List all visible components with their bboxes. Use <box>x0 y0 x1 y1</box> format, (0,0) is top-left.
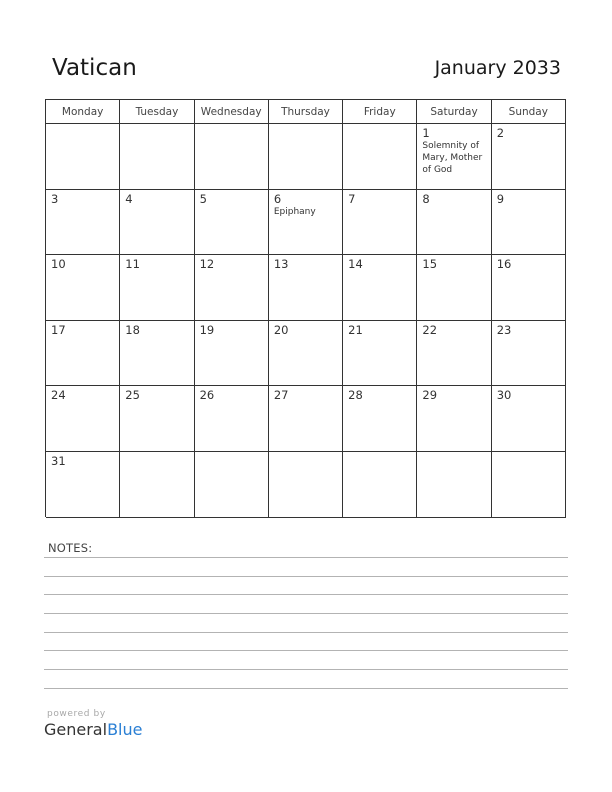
weekday-header-monday: Monday <box>46 100 120 124</box>
day-number: 8 <box>422 191 430 206</box>
day-number: 28 <box>348 388 363 403</box>
weekday-header-row <box>46 100 566 124</box>
day-number: 4 <box>125 191 133 206</box>
day-number: 11 <box>125 257 140 272</box>
day-number: 29 <box>422 388 438 403</box>
generalblue-logo[interactable] <box>44 720 142 739</box>
notes-line <box>44 669 568 670</box>
day-cell[interactable] <box>46 452 120 518</box>
day-cell[interactable] <box>46 386 120 452</box>
day-cell[interactable] <box>417 124 491 190</box>
day-number: 10 <box>51 257 66 272</box>
day-number: 30 <box>496 388 512 403</box>
day-number: 20 <box>273 322 289 337</box>
day-cell[interactable] <box>195 190 269 256</box>
day-cell[interactable] <box>195 124 269 190</box>
day-number: 7 <box>348 191 356 206</box>
day-cell[interactable] <box>417 190 491 256</box>
weekday-header-saturday: Saturday <box>417 100 491 124</box>
day-cell[interactable] <box>492 321 566 387</box>
notes-label: NOTES: <box>48 541 93 555</box>
day-cell[interactable] <box>492 255 566 321</box>
day-number: 9 <box>496 191 505 206</box>
day-cell[interactable] <box>195 452 269 518</box>
powered-by-text: powered by <box>47 709 106 719</box>
day-number: 26 <box>199 388 215 403</box>
day-cell[interactable] <box>195 321 269 387</box>
weekday-header-sunday: Sunday <box>492 100 566 124</box>
day-cell[interactable] <box>195 386 269 452</box>
notes-line <box>44 650 568 651</box>
day-number: 17 <box>51 322 66 337</box>
weekday-header-wednesday: Wednesday <box>195 100 269 124</box>
day-cell[interactable] <box>46 255 120 321</box>
day-number: 18 <box>125 322 140 337</box>
notes-line <box>44 594 568 595</box>
day-cell[interactable] <box>46 190 120 256</box>
day-number: 31 <box>51 453 66 468</box>
day-cell[interactable] <box>343 452 417 518</box>
calendar-weeks <box>46 124 566 518</box>
holiday-label: Epiphany <box>273 206 316 217</box>
day-cell[interactable] <box>343 190 417 256</box>
day-number: 23 <box>496 322 512 337</box>
day-cell[interactable] <box>120 255 194 321</box>
notes-line <box>44 557 568 558</box>
day-cell[interactable] <box>492 452 566 518</box>
week-row <box>46 386 566 452</box>
day-number: 1 <box>422 126 430 140</box>
day-number: 27 <box>273 388 289 403</box>
day-number: 22 <box>422 322 438 337</box>
day-number: 14 <box>348 257 363 272</box>
day-number: 16 <box>496 257 512 272</box>
day-cell[interactable] <box>269 452 343 518</box>
day-cell[interactable] <box>269 386 343 452</box>
day-number: 15 <box>422 257 438 272</box>
week-row <box>46 124 566 190</box>
day-number: 2 <box>496 126 505 140</box>
day-cell[interactable] <box>120 386 194 452</box>
holiday-label: Solemnity of Mary, Mother of God <box>422 141 483 175</box>
calendar-month-title: January 2033 <box>434 57 561 79</box>
day-number: 12 <box>199 257 215 272</box>
day-number: 6 <box>273 191 282 206</box>
day-cell[interactable] <box>417 452 491 518</box>
day-cell[interactable] <box>492 124 566 190</box>
day-number: 5 <box>199 191 207 206</box>
notes-line <box>44 688 568 689</box>
notes-line <box>44 613 568 614</box>
day-cell[interactable] <box>120 124 194 190</box>
calendar-country-title: Vatican <box>52 55 137 81</box>
logo-text-general: General <box>44 720 108 739</box>
day-number: 24 <box>51 388 66 403</box>
day-cell[interactable] <box>269 321 343 387</box>
day-cell[interactable] <box>492 386 566 452</box>
day-cell[interactable] <box>269 124 343 190</box>
week-row <box>46 452 566 518</box>
weekday-header-thursday: Thursday <box>269 100 343 124</box>
day-number: 3 <box>51 191 59 206</box>
day-cell[interactable] <box>343 124 417 190</box>
notes-line <box>44 632 568 633</box>
week-row <box>46 321 566 387</box>
day-cell[interactable] <box>492 190 566 256</box>
notes-line <box>44 576 568 577</box>
day-cell[interactable] <box>120 190 194 256</box>
day-cell[interactable] <box>195 255 269 321</box>
week-row <box>46 190 566 256</box>
day-cell[interactable] <box>417 321 491 387</box>
day-cell[interactable] <box>417 255 491 321</box>
logo-text-blue: Blue <box>107 720 143 739</box>
day-cell[interactable] <box>343 255 417 321</box>
day-cell[interactable] <box>417 386 491 452</box>
weekday-header-tuesday: Tuesday <box>120 100 194 124</box>
weekday-header-friday: Friday <box>343 100 417 124</box>
day-cell[interactable] <box>269 255 343 321</box>
day-cell[interactable] <box>46 124 120 190</box>
day-cell[interactable] <box>343 321 417 387</box>
day-cell[interactable] <box>120 321 194 387</box>
calendar-grid <box>45 99 566 517</box>
day-number: 13 <box>273 257 289 272</box>
day-cell[interactable] <box>343 386 417 452</box>
day-cell[interactable] <box>46 321 120 387</box>
day-number: 21 <box>348 322 363 337</box>
day-number: 19 <box>199 322 215 337</box>
day-number: 25 <box>125 388 140 403</box>
week-row <box>46 255 566 321</box>
day-cell[interactable] <box>269 190 343 256</box>
day-cell[interactable] <box>120 452 194 518</box>
